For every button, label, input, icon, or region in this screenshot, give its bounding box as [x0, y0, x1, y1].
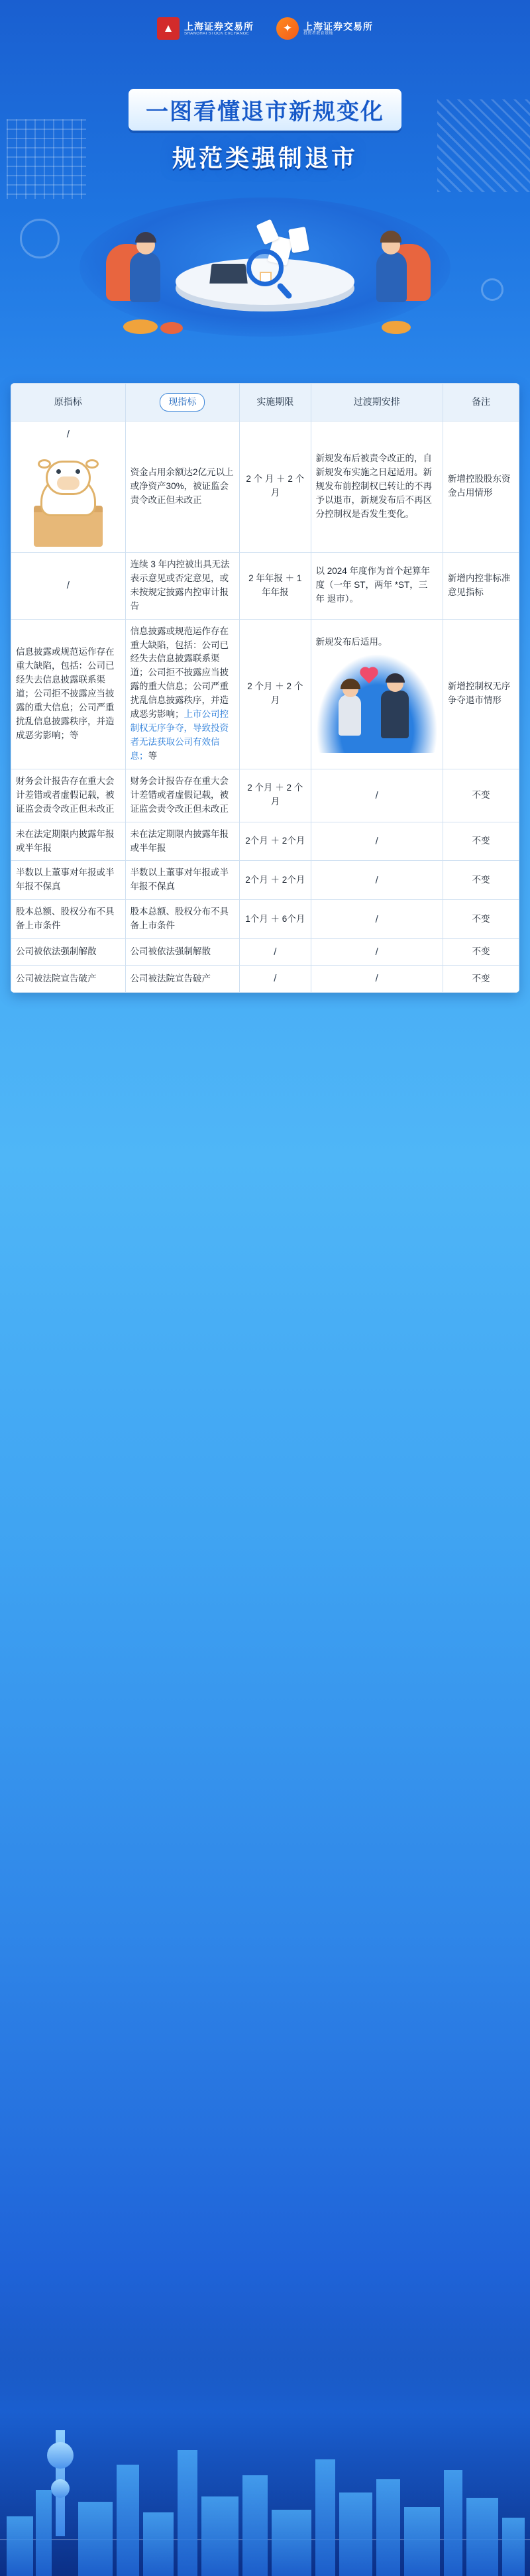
cell-period: 2 个 月 ＋ 2 个 月: [240, 421, 311, 552]
person-right-body: [376, 252, 407, 302]
cell-old-indicator: 股本总额、股权分布不具备上市条件: [11, 900, 126, 939]
cell-new-indicator: 公司被法院宣告破产: [125, 966, 240, 992]
cell-note: 新增控股股东资金占用情形: [443, 421, 519, 552]
cell-new-indicator: 半数以上董事对年报或半年报不保真: [125, 861, 240, 900]
person-figure: [381, 691, 409, 738]
building-silhouette: [502, 2518, 525, 2576]
person-hair: [386, 673, 405, 683]
search-icon: [246, 249, 284, 286]
table-header-old-indicator: 原指标: [11, 384, 126, 421]
cell-note: 不变: [443, 900, 519, 939]
cell-transition: 新规发布后被责令改正的，自新规发布实施之日起适用。新规发布前控制权已转让的不再予以退市，新规发布后不再区分控制权是否发生变化。: [311, 421, 443, 552]
cell-period: /: [240, 966, 311, 992]
building-silhouette: [444, 2470, 462, 2576]
table-row: [11, 822, 519, 861]
heart-icon: [362, 668, 377, 683]
building-silhouette: [201, 2496, 238, 2576]
investor-edu-label-cn: 上海证券交易所: [303, 21, 373, 32]
table-row: [11, 769, 519, 822]
table-row: [11, 939, 519, 966]
cell-transition: /: [311, 966, 443, 992]
cell-note: 不变: [443, 966, 519, 992]
logo-row: [0, 17, 530, 40]
cell-new-indicator: [125, 619, 240, 769]
cell-new-indicator: 资金占用余额达2亿元以上或净资产30%，被证监会责令改正但未改正: [125, 421, 240, 552]
cell-note: 不变: [443, 939, 519, 966]
building-silhouette: [466, 2498, 498, 2576]
new-clause-highlight: 上市公司控制权无序争夺，导致投资者无法获取公司有效信息；: [130, 709, 229, 761]
page-subtitle: 规范类强制退市: [172, 144, 358, 172]
sse-logo-label-cn: 上海证券交易所: [184, 21, 254, 32]
building-silhouette: [404, 2507, 440, 2576]
cell-transition: [311, 619, 443, 769]
table-row: [11, 861, 519, 900]
decorative-blob: [382, 321, 411, 334]
cell-new-indicator: 公司被依法强制解散: [125, 939, 240, 966]
investor-edu-label-en: 投资者教育基地: [303, 31, 333, 36]
cell-period: 2个月 ＋ 2个月: [240, 861, 311, 900]
laptop-icon: [209, 264, 247, 284]
cell-transition: /: [311, 822, 443, 861]
page-header: [0, 0, 530, 80]
table-row: [11, 900, 519, 939]
cell-new-indicator-text: 信息披露或规范运作存在重大缺陷，包括：公司已经失去信息披露联系渠道；公司拒不披露应当披露的重大信息；公司严重扰乱信息披露秩序，并造成恶劣影响；上市公司控制权无序争夺，导致投资者无法获取公司有效信息；等: [130, 626, 229, 761]
table-header-period: 实施期限: [240, 384, 311, 421]
cell-period: 2 个月 ＋ 2 个月: [240, 619, 311, 769]
cell-new-indicator: 连续 3 年内控被出具无法表示意见或否定意见，或未按规定披露内控审计报告: [125, 552, 240, 619]
building-silhouette: [376, 2479, 400, 2576]
cell-note: 不变: [443, 822, 519, 861]
cell-new-indicator: 财务会计报告存在重大会计差错或者虚假记载，被证监会责令改正但未改正: [125, 769, 240, 822]
cell-new-indicator: 未在法定期限内披露年报或半年报: [125, 822, 240, 861]
cow-mascot-icon: [16, 447, 121, 547]
building-silhouette: [339, 2492, 372, 2576]
cell-transition: 以 2024 年度作为首个起算年度（一年 ST，两年 *ST，三 年 退市）。: [311, 552, 443, 619]
cell-old-indicator: 半数以上董事对年报或半年报不保真: [11, 861, 126, 900]
building-silhouette: [143, 2512, 174, 2576]
cell-period: /: [240, 939, 311, 966]
cell-old-indicator: /: [11, 421, 126, 552]
sse-logo-icon: ▲: [157, 17, 180, 40]
sse-logo: [157, 17, 254, 40]
table-header-transition: 过渡期安排: [311, 384, 443, 421]
cell-old-indicator: 公司被依法强制解散: [11, 939, 126, 966]
building-silhouette: [36, 2490, 52, 2576]
cell-old-indicator: 公司被法院宣告破产: [11, 966, 126, 992]
cell-period: 1个月 ＋ 6个月: [240, 900, 311, 939]
table-header-note: 备注: [443, 384, 519, 421]
oriental-pearl-tower-icon: [56, 2430, 65, 2536]
person-hair: [341, 679, 360, 689]
cell-old-indicator: 财务会计报告存在重大会计差错或者虚假记载，被证监会责令改正但未改正: [11, 769, 126, 822]
table-header-row: [11, 384, 519, 421]
cell-period: 2 年年报 ＋ 1 年年报: [240, 552, 311, 619]
page-title: 一图看懂退市新规变化: [129, 89, 401, 131]
building-silhouette: [178, 2450, 197, 2576]
hero-illustration: [0, 180, 530, 366]
cell-old-indicator: /: [11, 552, 126, 619]
building-silhouette: [272, 2510, 311, 2576]
cell-transition: /: [311, 939, 443, 966]
cell-period: 2个月 ＋ 2个月: [240, 822, 311, 861]
cell-new-indicator: 股本总额、股权分布不具备上市条件: [125, 900, 240, 939]
building-silhouette: [242, 2475, 268, 2576]
table-row: [11, 966, 519, 992]
cell-note: 新增内控非标准意见指标: [443, 552, 519, 619]
table-row: [11, 421, 519, 552]
cell-transition-text: 新规发布后适用。: [315, 636, 388, 647]
cell-note: 不变: [443, 769, 519, 822]
delisting-rules-table: [11, 383, 519, 993]
building-silhouette: [7, 2516, 33, 2576]
cell-transition: /: [311, 769, 443, 822]
cell-note: 新增控制权无序争夺退市情形: [443, 619, 519, 769]
cell-period: 2 个月 ＋ 2 个月: [240, 769, 311, 822]
sse-logo-label-en: SHANGHAI STOCK EXCHANGE: [184, 31, 250, 36]
investor-edu-icon: ✦: [276, 17, 299, 40]
table-row: [11, 619, 519, 769]
cell-note: 不变: [443, 861, 519, 900]
cell-old-indicator: 未在法定期限内披露年报或半年报: [11, 822, 126, 861]
cell-transition: /: [311, 900, 443, 939]
cell-transition: /: [311, 861, 443, 900]
footer-skyline: [0, 2357, 530, 2576]
person-left-body: [130, 252, 160, 302]
title-block: [0, 89, 530, 174]
comparison-table-card: [11, 383, 519, 993]
investor-edu-logo: [276, 17, 373, 40]
dispute-illustration: [316, 653, 438, 753]
decorative-blob: [160, 322, 183, 334]
person-figure: [339, 695, 361, 736]
building-silhouette: [78, 2502, 113, 2576]
decorative-blob: [123, 319, 158, 334]
cell-old-indicator: 信息披露或规范运作存在重大缺陷，包括：公司已经失去信息披露联系渠道；公司拒不披露应当披露的重大信息；公司严重扰乱信息披露秩序，并造成恶劣影响；等: [11, 619, 126, 769]
table-header-new-indicator: 现指标: [125, 384, 240, 421]
building-silhouette: [117, 2465, 139, 2576]
table-row: [11, 552, 519, 619]
building-silhouette: [315, 2459, 335, 2576]
